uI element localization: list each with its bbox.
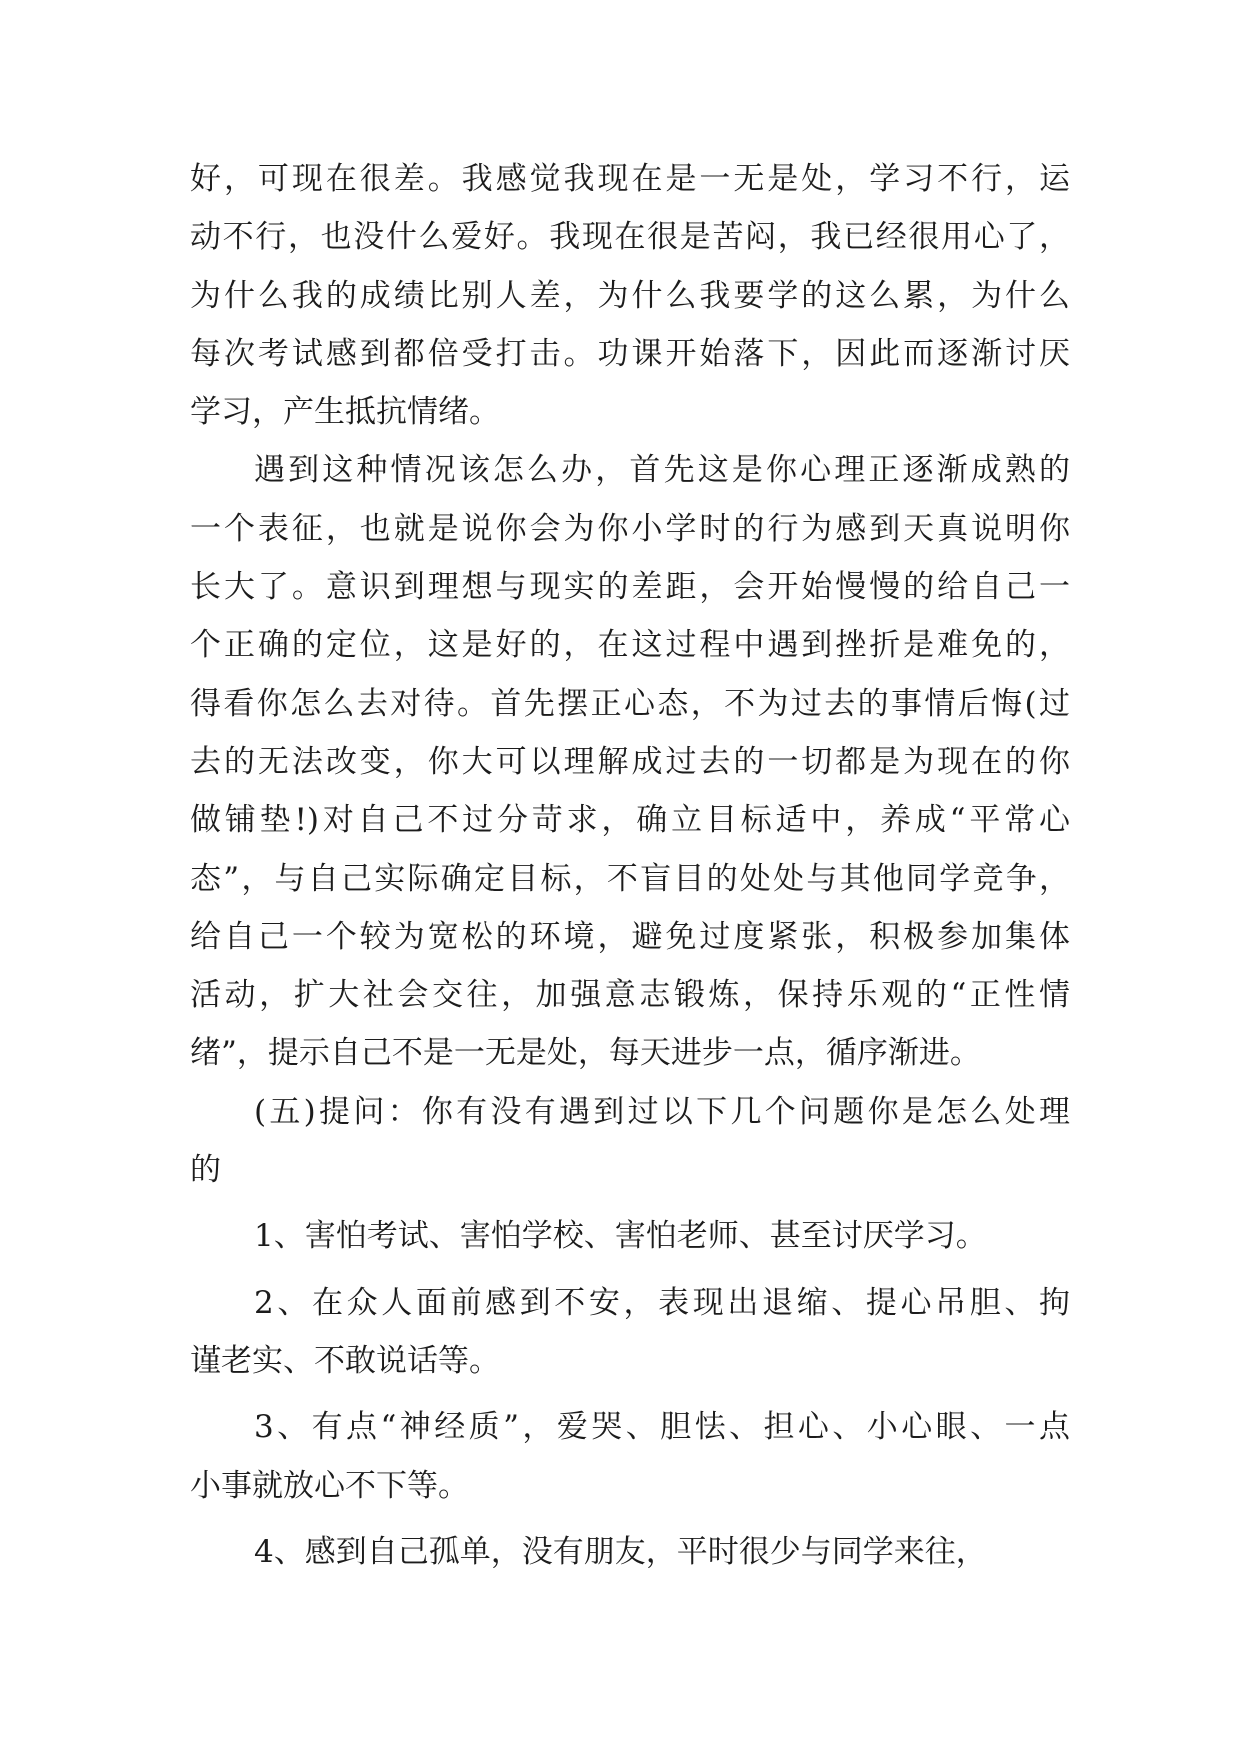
text-line: 个正确的定位，这是好的，在这过程中遇到挫折是难免的， xyxy=(190,627,1070,664)
body-text xyxy=(190,150,1070,1581)
text-line: (五)提问：你有没有遇到过以下几个问题你是怎么处理 xyxy=(254,1093,1070,1130)
list-item: 3、有点“神经质”，爱哭、胆怯、担心、小心眼、一点 xyxy=(254,1409,1070,1446)
text-line: 活动，扩大社会交往，加强意志锻炼，保持乐观的“正性情 xyxy=(190,977,1070,1014)
text-line: 的 xyxy=(190,1152,221,1189)
text-line: 长大了。意识到理想与现实的差距，会开始慢慢的给自己一 xyxy=(190,569,1070,606)
text-line: 每次考试感到都倍受打击。功课开始落下，因此而逐渐讨厌 xyxy=(190,335,1070,372)
text-line: 绪”，提示自己不是一无是处，每天进步一点，循序渐进。 xyxy=(190,1035,981,1072)
text-line: 小事就放心不下等。 xyxy=(190,1467,469,1504)
text-line: 为什么我的成绩比别人差，为什么我要学的这么累，为什么 xyxy=(190,277,1070,314)
text-line: 动不行，也没什么爱好。我现在很是苦闷，我已经很用心了， xyxy=(190,219,1070,256)
text-line: 得看你怎么去对待。首先摆正心态，不为过去的事情后悔(过 xyxy=(190,685,1070,722)
text-line: 做铺垫!)对自己不过分苛求，确立目标适中，养成“平常心 xyxy=(190,802,1070,839)
list-item: 1、害怕考试、害怕学校、害怕老师、甚至讨厌学习。 xyxy=(254,1218,987,1255)
text-line: 谨老实、不敢说话等。 xyxy=(190,1342,500,1379)
text-line: 去的无法改变，你大可以理解成过去的一切都是为现在的你 xyxy=(190,743,1070,780)
text-line: 遇到这种情况该怎么办，首先这是你心理正逐渐成熟的 xyxy=(254,452,1070,489)
text-line: 好，可现在很差。我感觉我现在是一无是处，学习不行，运 xyxy=(190,161,1070,197)
list-item: 4、感到自己孤单，没有朋友，平时很少与同学来往， xyxy=(254,1533,987,1570)
text-line: 给自己一个较为宽松的环境，避免过度紧张，积极参加集体 xyxy=(190,918,1070,955)
text-line: 学习，产生抵抗情绪。 xyxy=(190,394,500,431)
text-line: 一个表征，也就是说你会为你小学时的行为感到天真说明你 xyxy=(190,510,1070,547)
text-line: 态”，与自己实际确定目标，不盲目的处处与其他同学竞争， xyxy=(190,860,1070,897)
list-item: 2、在众人面前感到不安，表现出退缩、提心吊胆、拘 xyxy=(254,1284,1070,1321)
